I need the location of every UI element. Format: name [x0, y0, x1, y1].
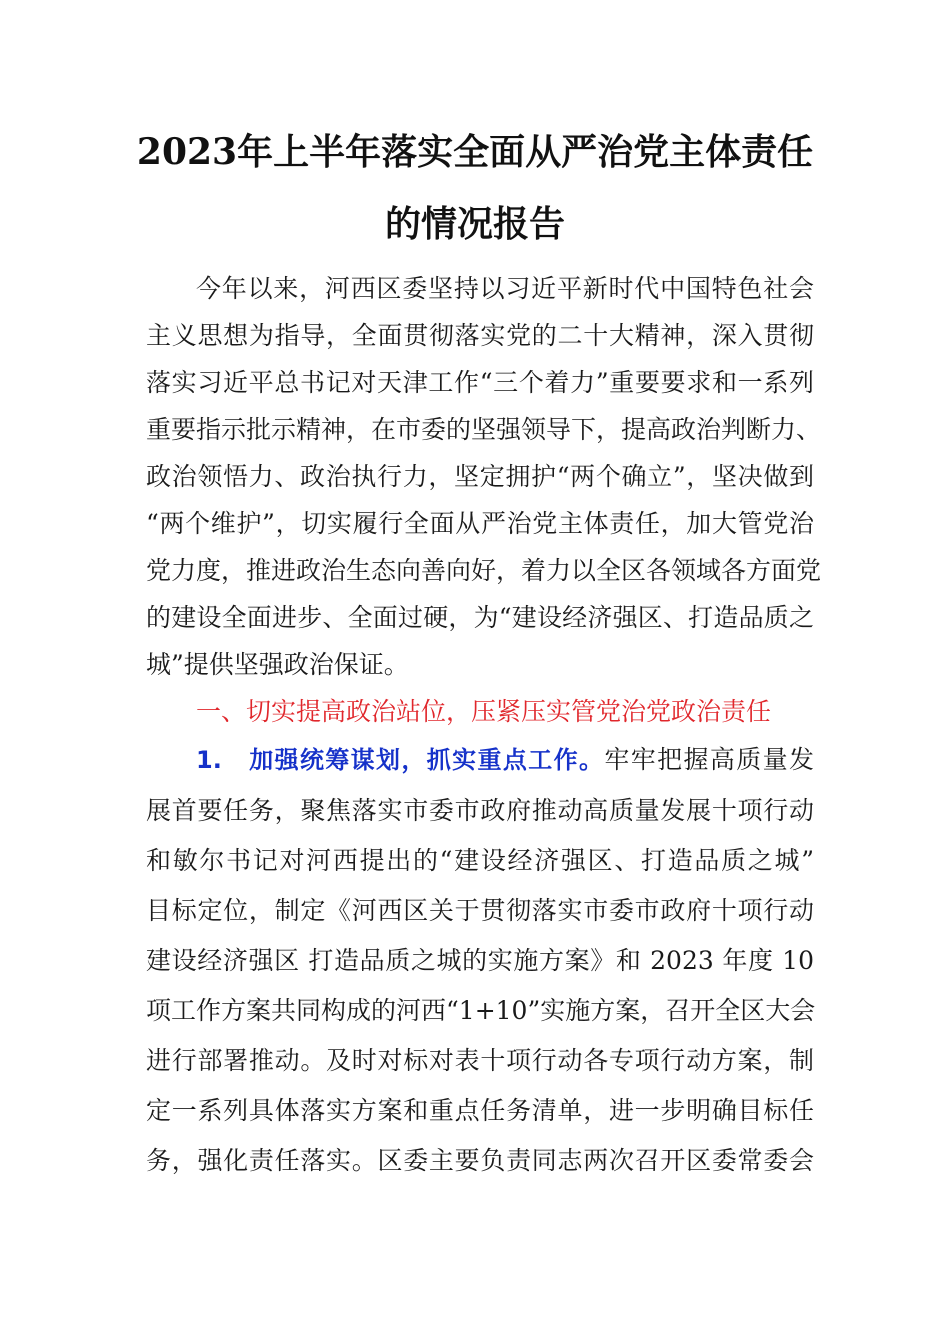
intro-line: 城”提供坚强政治保证。: [146, 650, 409, 679]
intro-line: 主义思想为指导，全面贯彻落实党的二十大精神，深入贯彻: [146, 321, 814, 350]
subsection-1-first-line: [196, 745, 814, 775]
body-line: 展首要任务，聚焦落实市委市政府推动高质量发展十项行动: [146, 796, 814, 825]
subsection-1-number: 1.: [196, 746, 222, 774]
body-line: 和敏尔书记对河西提出的“建设经济强区、打造品质之城”: [146, 846, 814, 875]
body-line: 建设经济强区 打造品质之城的实施方案》和 2023 年度 10: [146, 946, 814, 975]
body-line: 目标定位，制定《河西区关于贯彻落实市委市政府十项行动: [146, 896, 814, 925]
document-title-line-1: 2023年上半年落实全面从严治党主体责任: [136, 131, 814, 173]
intro-line: 党力度，推进政治生态向善向好，着力以全区各领域各方面党: [146, 556, 822, 585]
intro-line: “两个维护”，切实履行全面从严治党主体责任，加大管党治: [146, 509, 814, 538]
subsection-1-first-line-text: 牢牢把握高质量发: [604, 745, 814, 774]
intro-line: 政治领悟力、政治执行力，坚定拥护“两个确立”，坚决做到: [146, 462, 814, 491]
intro-line: 重要指示批示精神，在市委的坚强领导下，提高政治判断力、: [146, 415, 822, 444]
subsection-1-title: 加强统筹谋划，抓实重点工作。: [247, 746, 605, 774]
document-title-line-2: 的情况报告: [384, 203, 565, 245]
body-line: 务，强化责任落实。区委主要负责同志两次召开区委常委会: [146, 1146, 814, 1175]
intro-line: 今年以来，河西区委坚持以习近平新时代中国特色社会: [196, 274, 814, 303]
intro-line: 落实习近平总书记对天津工作“三个着力”重要要求和一系列: [146, 368, 814, 397]
body-line: 项工作方案共同构成的河西“1+10”实施方案，召开全区大会: [146, 996, 816, 1025]
body-line: 进行部署推动。及时对标对表十项行动各专项行动方案，制: [146, 1046, 814, 1075]
body-line: 定一系列具体落实方案和重点任务清单，进一步明确目标任: [146, 1096, 814, 1125]
intro-line: 的建设全面进步、全面过硬，为“建设经济强区、打造品质之: [146, 603, 814, 632]
section-heading-1: 一、切实提高政治站位，压紧压实管党治党政治责任: [196, 697, 772, 726]
